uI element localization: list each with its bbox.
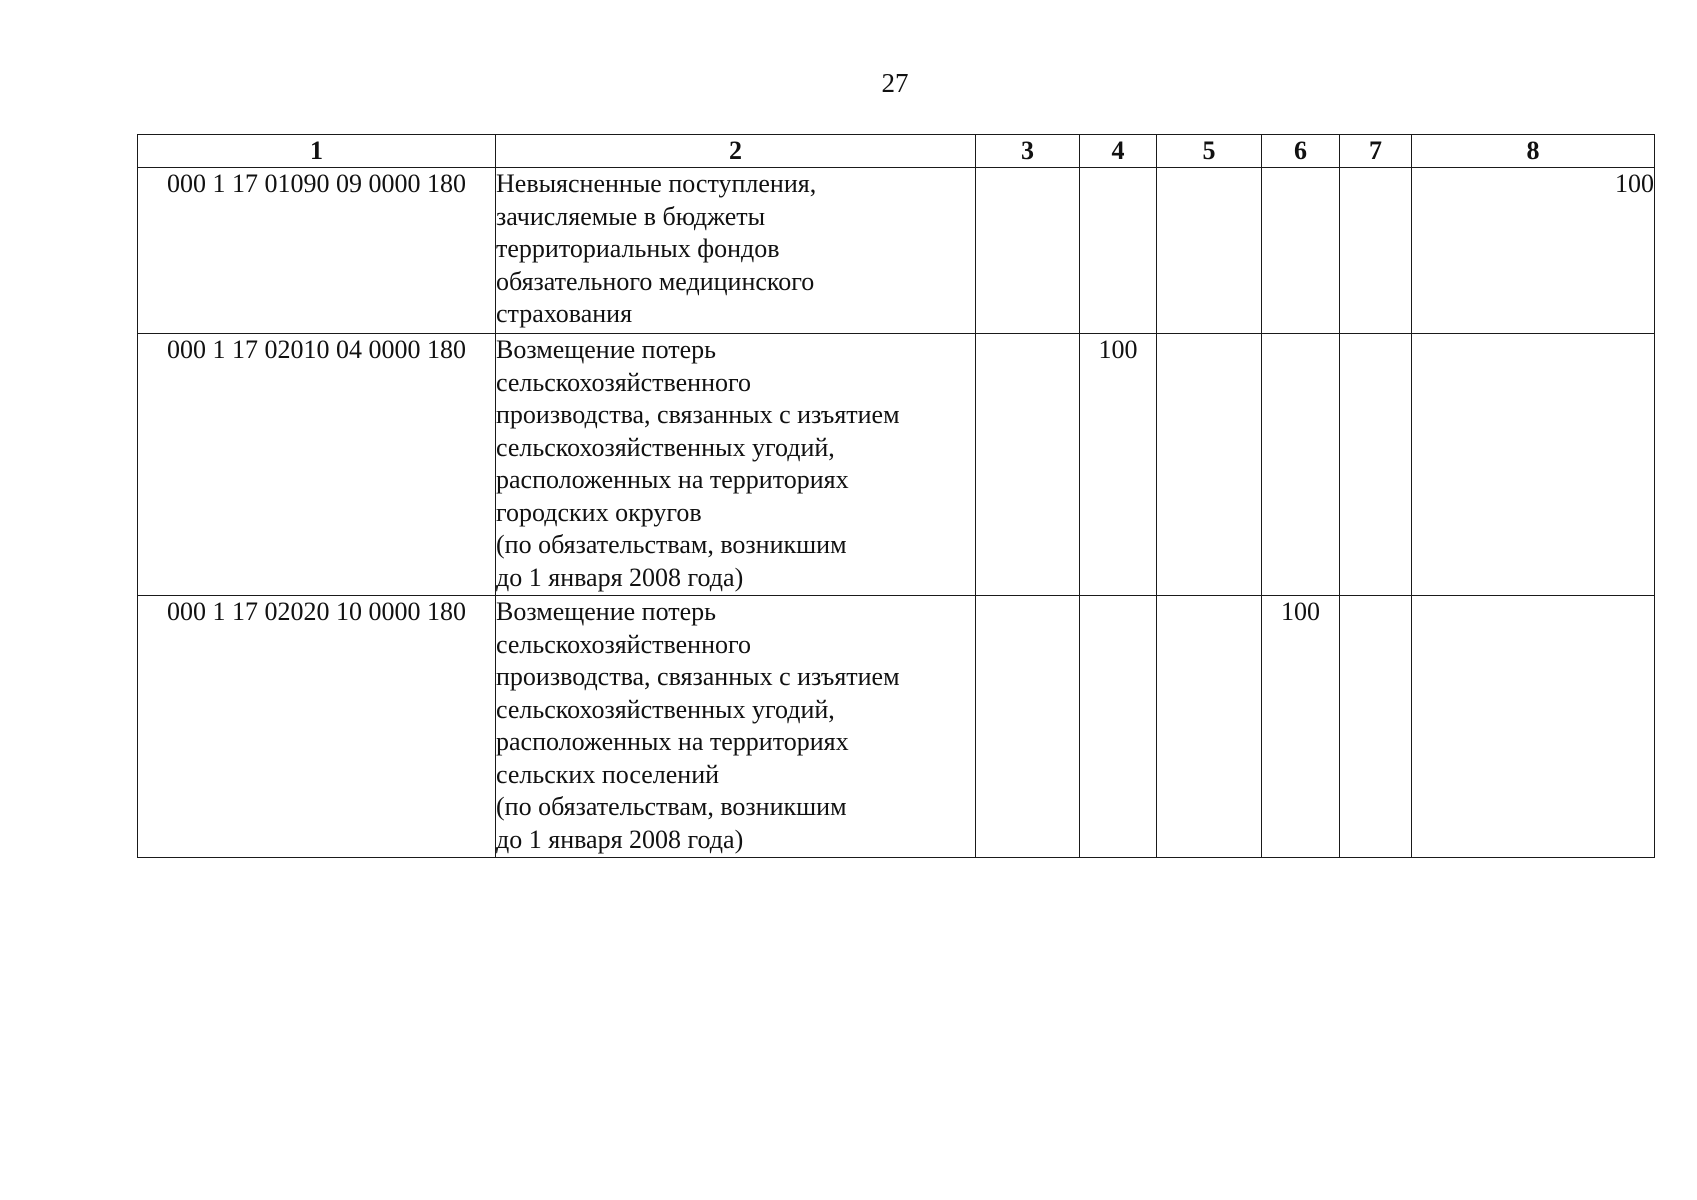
description-line: зачисляемые в бюджеты	[496, 201, 766, 231]
description-line: сельских поселений	[496, 759, 720, 789]
row-col3-value	[976, 168, 1080, 334]
row-col5-value	[1157, 596, 1262, 858]
description-line: территориальных фондов	[496, 234, 780, 263]
budget-classification-table	[137, 134, 1655, 858]
description-line: обязательного медицинского	[496, 266, 815, 296]
row-description	[496, 168, 976, 334]
description-line: сельскохозяйственных угодий,	[496, 432, 835, 462]
description-line: сельскохозяйственного	[496, 629, 751, 659]
column-header-6: 6	[1262, 135, 1340, 168]
row-col4-value	[1080, 168, 1157, 334]
description-line: расположенных на территориях	[496, 727, 849, 756]
description-line: сельскохозяйственного	[496, 367, 751, 397]
row-col7-value	[1340, 334, 1412, 596]
row-col6-value	[1262, 334, 1340, 596]
row-col3-value	[976, 596, 1080, 858]
description-line: городских округов	[496, 497, 702, 527]
description-line: Возмещение потерь	[496, 597, 716, 626]
row-col8-value: 100	[1412, 168, 1655, 334]
description-line: производства, связанных с изъятием	[496, 400, 900, 429]
row-description	[496, 334, 976, 596]
column-header-3: 3	[976, 135, 1080, 168]
header-row	[138, 135, 1655, 168]
table-row	[138, 334, 1655, 596]
row-col3-value	[976, 334, 1080, 596]
description-line: до 1 января 2008 года)	[496, 824, 744, 854]
row-code: 000 1 17 02010 04 0000 180	[138, 334, 496, 596]
description-line: (по обязательствам, возникшим	[496, 792, 847, 821]
row-col6-value	[1262, 168, 1340, 334]
description-line: сельскохозяйственных угодий,	[496, 694, 835, 724]
table-row	[138, 596, 1655, 858]
column-header-2: 2	[496, 135, 976, 168]
description-line: до 1 января 2008 года)	[496, 562, 744, 592]
column-header-4: 4	[1080, 135, 1157, 168]
row-col8-value	[1412, 596, 1655, 858]
description-line: Возмещение потерь	[496, 335, 716, 364]
table-row	[138, 168, 1655, 334]
row-col8-value	[1412, 334, 1655, 596]
column-header-1: 1	[138, 135, 496, 168]
row-col7-value	[1340, 596, 1412, 858]
row-col5-value	[1157, 334, 1262, 596]
row-col5-value	[1157, 168, 1262, 334]
row-col6-value: 100	[1262, 596, 1340, 858]
row-col4-value: 100	[1080, 334, 1157, 596]
description-line: страхования	[496, 299, 633, 328]
column-header-7: 7	[1340, 135, 1412, 168]
row-code: 000 1 17 02020 10 0000 180	[138, 596, 496, 858]
description-line: расположенных на территориях	[496, 465, 849, 494]
column-header-8: 8	[1412, 135, 1655, 168]
description-line: Невыясненные поступления,	[496, 169, 817, 198]
column-header-5: 5	[1157, 135, 1262, 168]
row-col7-value	[1340, 168, 1412, 334]
description-line: (по обязательствам, возникшим	[496, 530, 847, 559]
description-line: производства, связанных с изъятием	[496, 662, 900, 691]
row-col4-value	[1080, 596, 1157, 858]
row-code: 000 1 17 01090 09 0000 180	[138, 168, 496, 334]
row-description	[496, 596, 976, 858]
page-number: 27	[881, 68, 909, 98]
